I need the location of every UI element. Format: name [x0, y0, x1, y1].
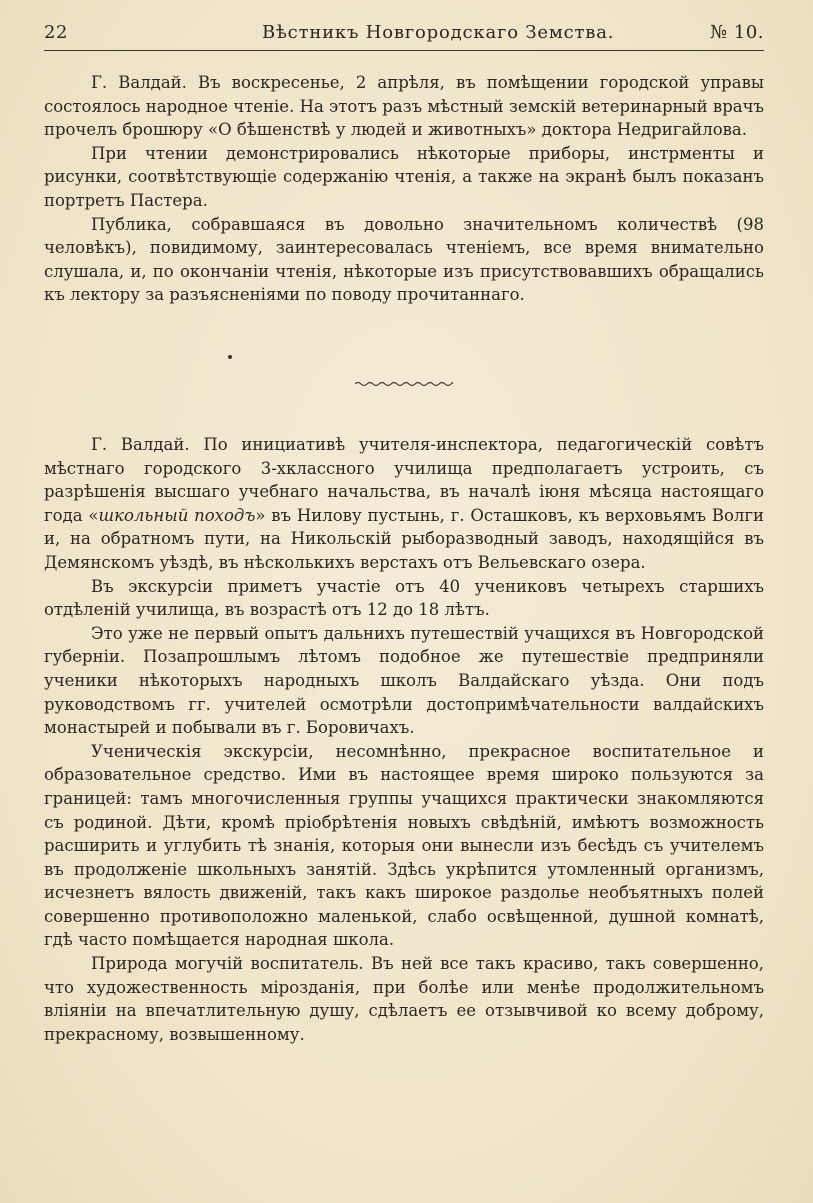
- paragraph: Въ экскурсіи приметъ участіе отъ 40 учениковъ четырехъ старшихъ отдѣленій училища, въ возрастѣ отъ 12 до 18 лѣтъ.: [44, 576, 764, 620]
- paragraph: Природа могучій воспитатель. Въ ней все такъ красиво, такъ совершенно, что художественность мірозданія, при болѣе или менѣе продолжительномъ вліяніи на впечатлительную душу, сдѣлаетъ ее отзывчивой ко всему доброму, прекрасному, возвышенному.: [44, 954, 764, 1044]
- article-valdai-reading: [44, 71, 764, 307]
- paragraph-text: » въ Нилову пустынь, г. Осташковъ, къ верховьямъ Волги и, на обратномъ пути, на Никольскій рыборазводный заводъ, находящійся въ Демянскомъ уѣздѣ, въ нѣсколькихъ верстахъ отъ Вельевскаго озера.: [44, 505, 765, 572]
- page-number: 22: [44, 22, 68, 43]
- article-valdai-excursion: [44, 433, 764, 1046]
- paragraph: Ученическія экскурсіи, несомнѣнно, прекрасное воспитательное и образовательное средство. Ими въ настоящее время широко пользуются за границей: тамъ многочисленныя группы учащихся практически знакомляются съ родиной. Дѣти, кромѣ пріобрѣтенія новыхъ свѣдѣній, имѣютъ возможность расширить и углубить тѣ знанія, которыя они вынесли изъ бесѣдъ съ учителемъ въ продолженіе школьныхъ занятій. Здѣсь укрѣпится утомленный организмъ, исчезнетъ вялость движеній, такъ какъ широкое раздолье необъятныхъ полей совершенно противоположно маленькой, слабо освѣщенной, душной комнатѣ, гдѣ часто помѣщается народная школа.: [44, 741, 764, 950]
- paragraph: Это уже не первый опытъ дальнихъ путешествій учащихся въ Новгородской губерніи. Позапрошлымъ лѣтомъ подобное же путешествіе предприняли ученики нѣкоторыхъ народныхъ школъ Валдайскаго уѣзда. Они подъ руководствомъ гг. учителей осмотрѣли достопримѣчательности валдайскихъ монастырей и побывали въ г. Боровичахъ.: [44, 623, 764, 738]
- section-divider: [355, 380, 453, 388]
- paragraph: Г. Валдай. Въ воскресенье, 2 апрѣля, въ помѣщении городской управы состоялось народное чтеніе. На этотъ разъ мѣстный земскій ветеринарный врачъ прочелъ брошюру «О бѣшенствѣ у людей и животныхъ» доктора Недригайлова.: [44, 73, 764, 140]
- paragraph: Публика, собравшаяся въ довольно значительномъ количествѣ (98 человѣкъ), повидимому, заинтересовалась чтеніемъ, все время внимательно слушала, и, по окончаніи чтенія, нѣкоторые изъ присутствовавшихъ обращались къ лектору за разъясненіями по поводу прочитаннаго.: [44, 214, 764, 305]
- italic-phrase: школьный походъ: [98, 505, 256, 525]
- header-rule: [44, 50, 764, 51]
- ink-speck: [228, 355, 232, 359]
- journal-title: Вѣстникъ Новгородскаго Земства.: [262, 22, 615, 43]
- paragraph: При чтении демонстрировались нѣкоторые приборы, инстрменты и рисунки, соотвѣтствующіе содержанію чтенія, а также на экранѣ былъ показанъ портретъ Пастера.: [44, 143, 764, 210]
- paragraph-text: Г. Валдай. По инициативѣ учителя-инспектора, педагогическій совѣтъ мѣстнаго городского 3-хклассного училища предполагаетъ устроить, съ разрѣшенія высшаго учебнаго начальства, въ началѣ іюня мѣсяца настоящаго года «: [44, 435, 764, 525]
- paragraph: [44, 433, 764, 575]
- page-header: [44, 20, 764, 46]
- issue-number: № 10.: [710, 22, 764, 43]
